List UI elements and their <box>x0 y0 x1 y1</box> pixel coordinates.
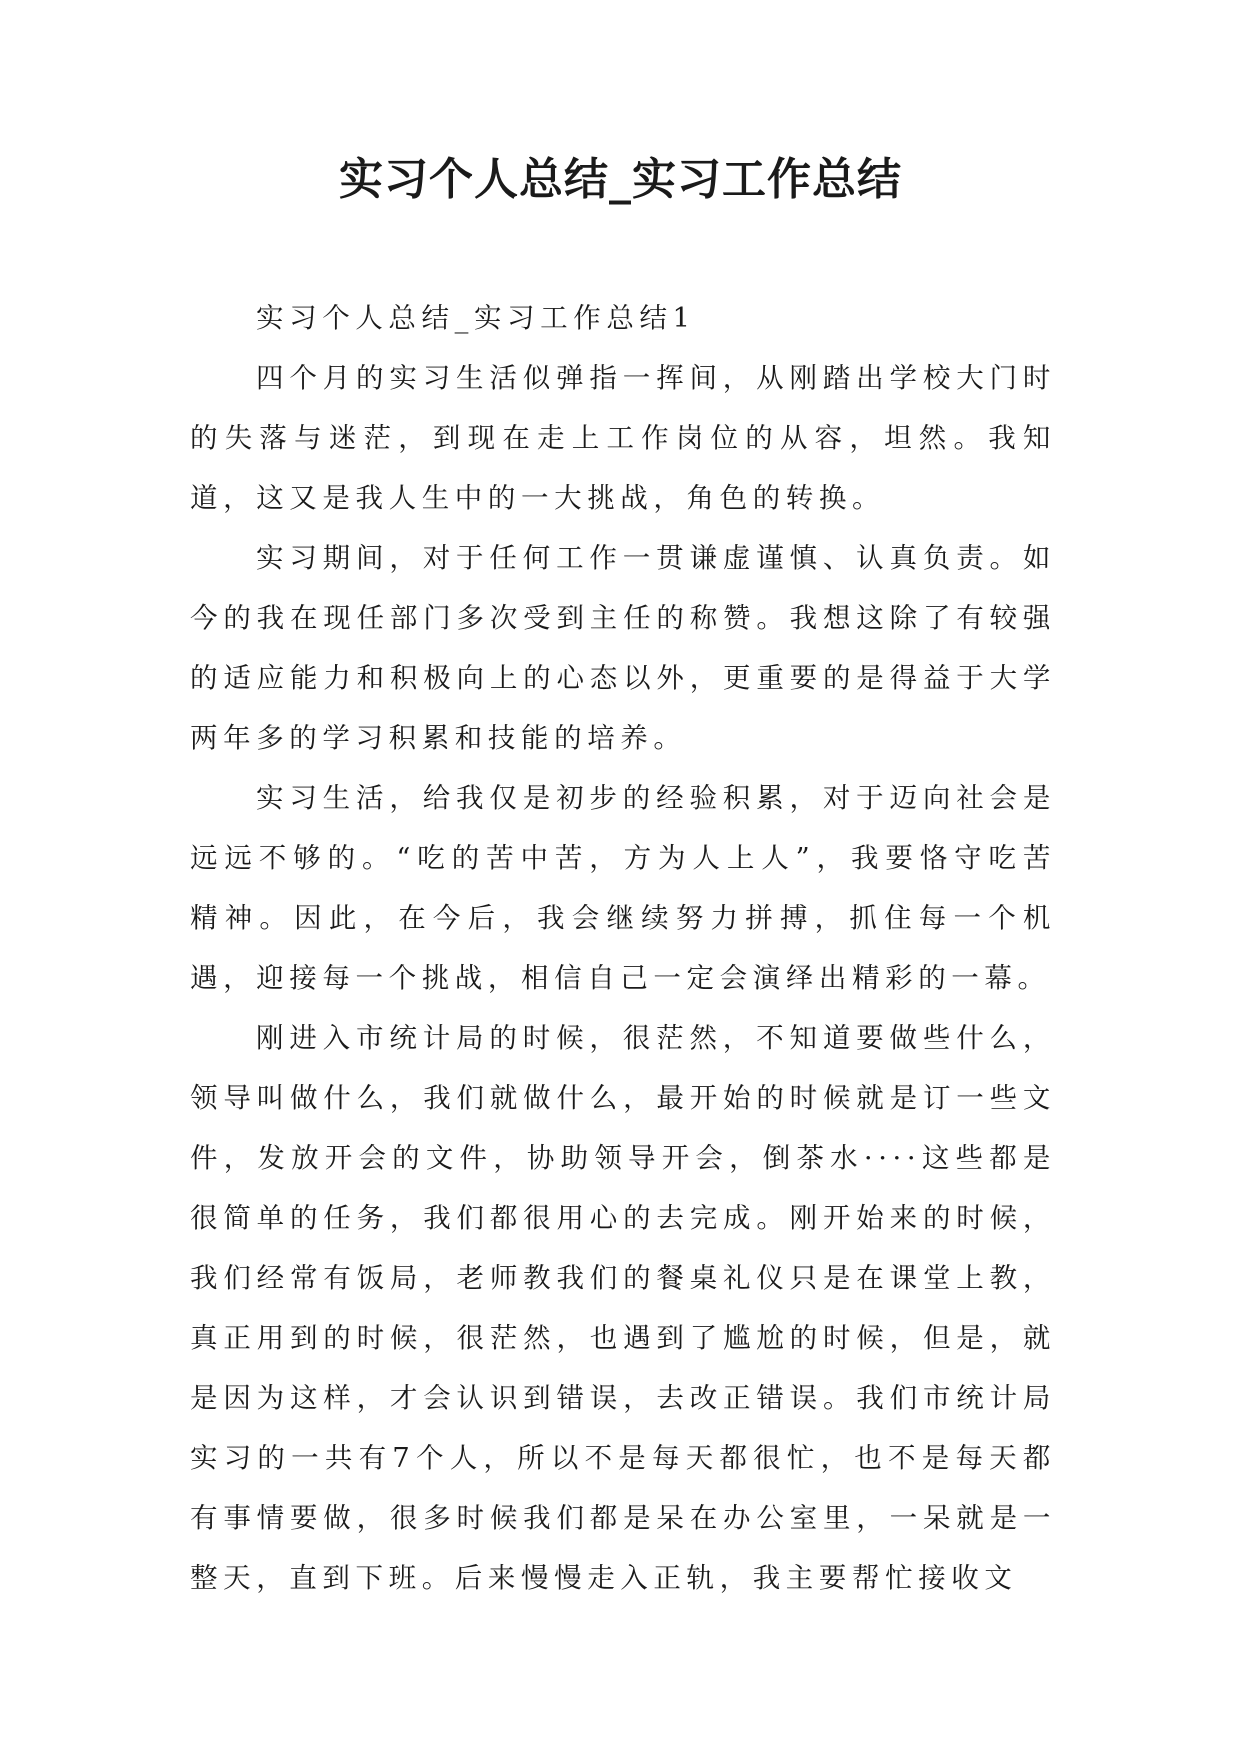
document-body <box>190 288 1056 1608</box>
document-title: 实习个人总结_实习工作总结 <box>339 154 902 205</box>
paragraph: 实习期间，对于任何工作一贯谦虚谨慎、认真负责。如今的我在现任部门多次受到主任的称赞。我想这除了有较强的适应能力和积极向上的心态以外，更重要的是得益于大学两年多的学习积累和技能的培养。 <box>190 542 1056 754</box>
section-heading: 实习个人总结_实习工作总结1 <box>256 302 696 334</box>
paragraph: 实习生活，给我仅是初步的经验积累，对于迈向社会是远远不够的。“吃的苦中苦，方为人上人”，我要恪守吃苦精神。因此，在今后，我会继续努力拼搏，抓住每一个机遇，迎接每一个挑战，相信自己一定会演绎出精彩的一幕。 <box>190 782 1056 994</box>
paragraph: 四个月的实习生活似弹指一挥间，从刚踏出学校大门时的失落与迷茫，到现在走上工作岗位的从容，坦然。我知道，这又是我人生中的一大挑战，角色的转换。 <box>190 362 1056 514</box>
paragraph: 刚进入市统计局的时候，很茫然，不知道要做些什么，领导叫做什么，我们就做什么，最开始的时候就是订一些文件，发放开会的文件，协助领导开会，倒茶水····这些都是很简单的任务，我们都很用心的去完成。刚开始来的时候，我们经常有饭局，老师教我们的餐桌礼仪只是在课堂上教，真正用到的时候，很茫然，也遇到了尴尬的时候，但是，就是因为这样，才会认识到错误，去改正错误。我们市统计局实习的一共有7个人，所以不是每天都很忙，也不是每天都有事情要做，很多时候我们都是呆在办公室里，一呆就是一整天，直到下班。后来慢慢走入正轨，我主要帮忙接收文 <box>190 1022 1056 1594</box>
